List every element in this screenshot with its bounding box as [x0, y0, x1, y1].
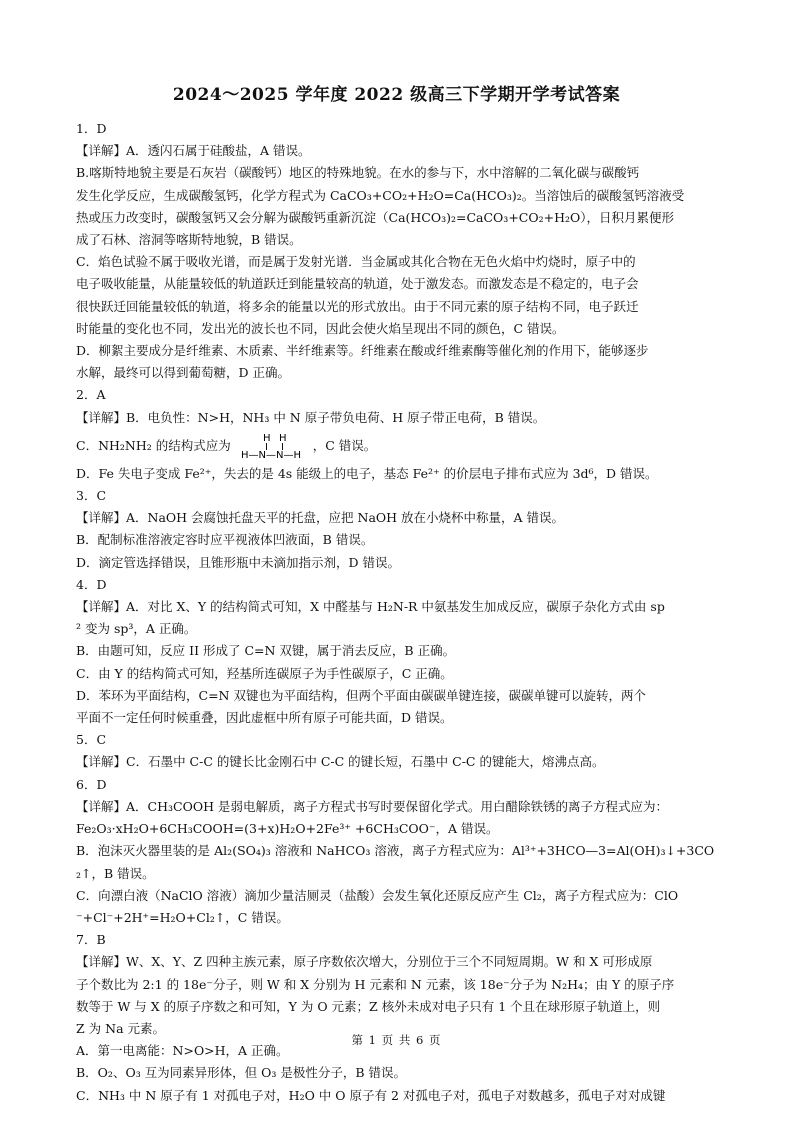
text-line: 时能量的变化也不同，发出光的波长也不同，因此会使火焰呈现出不同的颜色，C 错误。: [76, 320, 565, 336]
text-line: 7．B: [76, 932, 106, 948]
text-line: Fe₂O₃·xH₂O+6CH₃COOH=(3+x)H₂O+2Fe³⁺ +6CH₃COO⁻，A 错误。: [76, 821, 499, 837]
text-line: B．泡沫灭火器里装的是 Al₂(SO₄)₃ 溶液和 NaHCO₃ 溶液，离子方程式应为：Al³⁺+3HCO—3=Al(OH)₃↓+3CO: [76, 843, 715, 859]
text-line: ² 变为 sp³，A 正确。: [76, 621, 197, 637]
structural-formula-line: [76, 429, 724, 463]
text-line: 6．D: [76, 776, 107, 792]
text-line: Z 为 Na 元素。: [76, 1020, 165, 1036]
page-title: 2024～2025 学年度 2022 级高三下学期开学考试答案: [172, 85, 621, 105]
text-segment: ，C 错误。: [312, 437, 377, 453]
struct-main-chain: H—N—N—H: [240, 449, 301, 461]
text-line: A．第一电离能：N>O>H，A 正确。: [76, 1043, 289, 1059]
text-line: 【详解】A．透闪石属于硅酸盐，A 错误。: [76, 143, 311, 159]
text-line: 1．D: [76, 121, 107, 136]
text-line: 2．A: [76, 387, 106, 403]
text-line: 很快跃迁回能量较低的轨道，将多余的能量以光的形式放出。由于不同元素的原子结构不同，电子跃迁: [76, 298, 639, 314]
text-line: 【详解】A．NaOH 会腐蚀托盘天平的托盘，应把 NaOH 放在小烧杯中称量，A 错误。: [76, 510, 565, 526]
text-line: 3．C: [76, 488, 107, 504]
text-line: 【详解】A．对比 X、Y 的结构简式可知，X 中醛基与 H₂N-R 中氨基发生加成反应，碳原子杂化方式由 sp: [76, 599, 665, 615]
page-footer: 第 1 页 共 6 页: [351, 1033, 442, 1047]
text-line: C．由 Y 的结构简式可知，羟基所连碳原子为手性碳原子，C 正确。: [76, 665, 453, 681]
text-line: 数等于 W 与 X 的原子序数之和可知，Y 为 O 元素；Z 核外未成对电子只有 1 个且在球形原子轨道上，则: [76, 998, 661, 1014]
text-line: D．柳絮主要成分是纤维素、木质素、半纤维素等。纤维素在酸或纤维素酶等催化剂的作用下，能够逐步: [76, 343, 649, 359]
text-line: ₂↑，B 错误。: [76, 865, 155, 881]
text-line: D．Fe 失电子变成 Fe²⁺，失去的是 4s 能级上的电子，基态 Fe²⁺ 的价层电子排布式应为 3d⁶，D 错误。: [76, 465, 658, 481]
text-line: 电子吸收能量，从能量较低的轨道跃迁到能量较高的轨道，处于激发态。而激发态是不稳定的，电子会: [76, 276, 639, 292]
text-line: ⁻+Cl⁻+2H⁺=H₂O+Cl₂↑，C 错误。: [76, 909, 289, 925]
text-line: 【详解】A．CH₃COOH 是弱电解质，离子方程式书写时要保留化学式。用白醋除铁锈的离子方程式应为：: [76, 798, 668, 814]
answer-body: [76, 118, 724, 1107]
text-line: 子个数比为 2:1 的 18e⁻分子，则 W 和 X 分别为 H 元素和 N 元素，该 18e⁻分子为 N₂H₄；由 Y 的原子序: [76, 976, 675, 992]
text-line: 发生化学反应，生成碳酸氢钙，化学方程式为 CaCO₃+CO₂+H₂O=Ca(HCO₃)₂。当溶蚀后的碳酸氢钙溶液受: [76, 187, 685, 203]
text-line: C．向漂白液（NaClO 溶液）滴加少量洁厕灵（盐酸）会发生氧化还原反应产生 Cl₂，离子方程式应为：ClO: [76, 887, 679, 903]
text-line: B.喀斯特地貌主要是石灰岩（碳酸钙）地区的特殊地貌。在水的参与下，水中溶解的二氧化碳与碳酸钙: [76, 165, 640, 181]
struct-h-top-right: H: [278, 432, 287, 444]
text-line: 热或压力改变时，碳酸氢钙又会分解为碳酸钙重新沉淀（Ca(HCO₃)₂=CaCO₃+CO₂+H₂O），日积月累便形: [76, 209, 674, 225]
text-line: D．苯环为平面结构，C=N 双键也为平面结构，但两个平面由碳碳单键连接，碳碳单键可以旋转，两个: [76, 687, 646, 703]
hydrazine-structure-diagram: [239, 431, 307, 461]
text-line: 【详解】C．石墨中 C-C 的键长比金刚石中 C-C 的键长短，石墨中 C-C 的键能大，熔沸点高。: [76, 754, 605, 770]
text-line: B．O₂、O₃ 互为同素异形体，但 O₃ 是极性分子，B 错误。: [76, 1065, 407, 1081]
text-segment: C．NH₂NH₂ 的结构式应为: [76, 437, 231, 453]
text-line: C．焰色试验不属于吸收光谱，而是属于发射光谱．当金属或其化合物在无色火焰中灼烧时，原子中的: [76, 254, 636, 270]
text-line: B．由题可知，反应 II 形成了 C=N 双键，属于消去反应，B 正确。: [76, 643, 456, 659]
text-line: C．NH₃ 中 N 原子有 1 对孤电子对，H₂O 中 O 原子有 2 对孤电子对，孤电子对数越多，孤电子对对成键: [76, 1087, 666, 1103]
text-line: 4．D: [76, 576, 107, 592]
text-line: 水解，最终可以得到葡萄糖，D 正确。: [76, 365, 290, 381]
text-line: 【详解】B．电负性：N>H，NH₃ 中 N 原子带负电荷、H 原子带正电荷，B 错误。: [76, 409, 546, 425]
text-line: 成了石林、溶洞等喀斯特地貌，B 错误。: [76, 232, 302, 248]
text-line: B．配制标准溶液定容时应平视液体凹液面，B 错误。: [76, 532, 374, 548]
text-line: D．滴定管选择错误，且锥形瓶中未滴加指示剂，D 错误。: [76, 554, 401, 570]
text-line: 平面不一定任何时候重叠，因此虚框中所有原子可能共面，D 错误。: [76, 710, 453, 726]
text-line: 5．C: [76, 732, 107, 748]
text-line: 【详解】W、X、Y、Z 四种主族元素，原子序数依次增大，分别位于三个不同短周期。W 和 X 可形成原: [76, 954, 653, 970]
struct-h-top-left: H: [262, 432, 271, 444]
